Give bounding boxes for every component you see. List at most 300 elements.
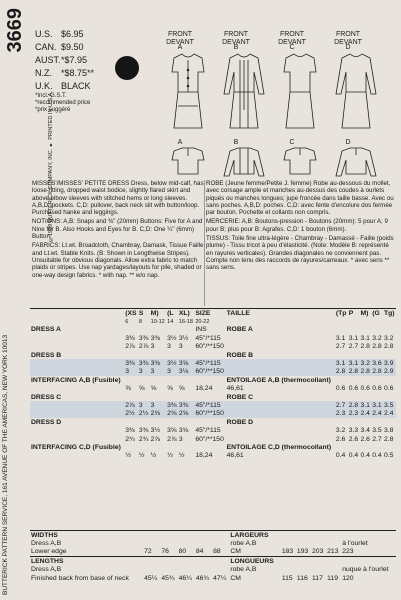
yardage-value: 2⅞: [150, 435, 161, 443]
header-cell: M): [150, 309, 166, 318]
footer-cell: LARGEURS: [229, 531, 280, 540]
footer-cell: LONGUEURS: [229, 557, 280, 566]
yardage-value: [166, 376, 178, 384]
yardage-value: [150, 393, 166, 401]
footer-cell: [326, 531, 341, 540]
footer-cell: [178, 557, 195, 566]
yardage-value: 3⅝: [178, 427, 189, 435]
price-note: *prix suggéré: [35, 107, 71, 113]
yardage-value: 3½: [167, 360, 177, 368]
front-view-letter: D: [345, 44, 351, 51]
yardage-value: 2⅞: [125, 343, 135, 351]
footer-cell: [326, 539, 341, 547]
yardage-row: [30, 452, 396, 460]
metric-value: 0.5: [383, 452, 394, 460]
footer-cell: 183: [281, 548, 294, 556]
back-views: [160, 146, 395, 180]
footer-cell: [212, 557, 229, 566]
footer-cell: [195, 557, 212, 566]
yardage-value: 3⅜: [167, 401, 177, 409]
metric-value: 0.4: [372, 452, 382, 460]
metric-value: 0.4: [348, 452, 359, 460]
metric-value: 3.6: [372, 360, 382, 368]
row-unit: 45"/*115: [195, 360, 221, 368]
footer-cell: 47¼: [213, 574, 227, 582]
front-label-line: DEVANT: [278, 39, 306, 46]
price-country: AUST.: [35, 55, 61, 65]
metric-value: 2.7: [372, 435, 382, 443]
front-label-line: FRONT: [279, 31, 305, 38]
row-label-fr: 46,61: [226, 452, 244, 460]
header-cell: (G: [371, 309, 383, 318]
footer-cell: [281, 531, 296, 540]
row-label-fr: [226, 410, 335, 418]
metric-value: 0.6: [335, 385, 346, 393]
yardage-value: 3½: [178, 334, 189, 342]
front-label-line: FRONT: [223, 31, 249, 38]
front-label-line: FRONT: [167, 31, 193, 38]
yardage-value: [138, 418, 150, 426]
yardage-value: 3⅝: [167, 427, 177, 435]
front-label-line: DEVANT: [166, 39, 194, 46]
footer-cell: [143, 539, 160, 547]
row-unit: [194, 376, 225, 384]
size-header-row: [30, 309, 396, 318]
footer-cell: [195, 531, 212, 540]
metric-value: 0.4: [335, 452, 346, 460]
front-label-line: FRONT: [335, 31, 361, 38]
footer-cell: 88: [213, 548, 221, 556]
yardage-value: [124, 443, 138, 451]
footer-cell: 45¾: [161, 574, 175, 582]
yardage-value: [178, 376, 194, 384]
footer-cell: [143, 566, 160, 574]
yardage-value: 3: [138, 401, 143, 409]
metric-value: 3.9: [383, 360, 394, 368]
yardage-value: 3⅜: [178, 401, 189, 409]
yardage-row: [30, 368, 396, 376]
yardage-value: 3: [178, 435, 183, 443]
yardage-value: [138, 393, 150, 401]
row-unit: 60"/**150: [195, 368, 224, 376]
header-cell: [30, 309, 124, 318]
yardage-value: ½: [138, 452, 145, 460]
yardage-value: ½: [150, 452, 157, 460]
back-view-letter: C: [289, 139, 295, 146]
metric-value: [348, 376, 360, 384]
price-value: $9.50: [61, 42, 84, 52]
yardage-value: ⅝: [138, 385, 145, 393]
header-cell: SIZE: [194, 309, 225, 318]
price-value: $6.95: [61, 29, 84, 39]
yardage-value: [178, 351, 194, 359]
yardage-value: [124, 418, 138, 426]
yardage-value: [138, 376, 150, 384]
metric-value: [348, 326, 360, 334]
row-label-fr: ENTOILAGE A,B (thermocollant): [226, 376, 331, 384]
sub-cell: 14: [167, 318, 174, 325]
yardage-value: [138, 351, 150, 359]
yardage-row: [30, 385, 396, 393]
metric-value: [383, 351, 396, 359]
yardage-value: [178, 326, 194, 334]
metric-value: 3.1: [360, 334, 370, 342]
pattern-number: 3669: [4, 8, 26, 53]
footer-cell: 46¾: [195, 574, 210, 582]
metric-value: [371, 376, 383, 384]
metric-value: [371, 443, 383, 451]
row-label-fr: ROBE A: [226, 326, 253, 334]
footer-cell: [160, 557, 177, 566]
row-label: [30, 385, 124, 393]
metric-value: 3.1: [348, 334, 359, 342]
yardage-row: [30, 435, 396, 443]
footer-row: [30, 531, 396, 540]
metric-value: [383, 418, 396, 426]
yardage-value: [150, 376, 166, 384]
metric-value: 2.8: [383, 343, 394, 351]
row-label: [30, 359, 124, 367]
footer-cell: [341, 557, 396, 566]
row-unit: 45"/*115: [195, 401, 221, 409]
row-unit: INS: [195, 326, 207, 334]
footer-cell: robe A,B: [230, 540, 257, 548]
yardage-value: 3⅝: [178, 360, 189, 368]
metric-value: 0.4: [360, 452, 370, 460]
footer-cell: [326, 557, 341, 566]
metric-value: [383, 326, 396, 334]
metric-value: 2.8: [372, 343, 382, 351]
row-label-fr: ROBE B: [226, 351, 254, 359]
sub-cell: 16-18: [178, 318, 193, 325]
yardage-value: [178, 443, 194, 451]
price-value: *$7.95: [61, 55, 88, 65]
back-view-letter: D: [345, 139, 351, 146]
header-cell: S: [138, 309, 150, 318]
row-label-fr: [226, 359, 335, 367]
metric-value: 3.5: [372, 427, 382, 435]
metric-value: [348, 351, 360, 359]
metric-value: [348, 418, 360, 426]
header-cell: P: [348, 309, 360, 318]
yardage-value: 3: [167, 368, 171, 376]
row-label: [30, 368, 124, 376]
metric-value: 0.6: [372, 385, 382, 393]
yardage-row: [30, 334, 396, 342]
footer-cell: [212, 539, 229, 547]
metric-value: [360, 443, 372, 451]
yardage-row: [30, 393, 396, 401]
metric-value: 2.6: [335, 435, 346, 443]
footer-cell: [296, 557, 311, 566]
metric-value: [383, 376, 396, 384]
metric-value: 2.8: [372, 368, 382, 376]
footer-cell: [311, 557, 326, 566]
metric-value: 2.8: [335, 368, 346, 376]
footer-cell: [195, 539, 212, 547]
metric-value: 3.3: [348, 427, 359, 435]
yardage-value: 3½: [150, 427, 161, 435]
yardage-row: [30, 443, 396, 451]
header-cell: M): [360, 309, 372, 318]
metric-value: [383, 393, 396, 401]
metric-value: 3.1: [335, 360, 346, 368]
yardage-value: 2⅞: [125, 401, 135, 409]
metric-value: 2.8: [383, 435, 394, 443]
yardage-value: 3⅜: [150, 360, 161, 368]
metric-value: [335, 351, 348, 359]
front-label-line: DEVANT: [222, 39, 250, 46]
footer-cell: 84: [195, 548, 204, 556]
price-row: [35, 67, 94, 80]
yardage-value: 3: [150, 368, 155, 376]
metric-value: 2.7: [335, 401, 346, 409]
row-unit: 60"/**150: [195, 410, 224, 418]
row-label: [30, 410, 124, 418]
metric-value: 3.8: [383, 427, 394, 435]
yardage-value: [150, 418, 166, 426]
metric-value: 2.7: [335, 343, 346, 351]
yardage-value: [178, 393, 194, 401]
footer-cell: [281, 566, 296, 574]
yardage-value: ⅝: [125, 385, 131, 393]
metric-value: 0.6: [383, 385, 394, 393]
footer-cell: [160, 531, 177, 540]
yardage-chart: [30, 308, 396, 460]
metric-value: [360, 418, 372, 426]
yardage-row: [30, 426, 396, 434]
metric-value: [371, 393, 383, 401]
yardage-value: [124, 351, 138, 359]
yardage-value: 3⅜: [138, 360, 149, 368]
footer-cell: [178, 531, 195, 540]
description-paragraph: ROBE (Jeune femme/Petite J. femme) Robe au-dessous du mollet, avec corsage ample et manches au-dessus des coudes à ourlets piqués ou manches longues; jupe froncée dans taille basse. Avec ou sans poches. A,B,D: poches. C,D: avec fente d'encolure dos fermée par bouton. Pochette et collants non compris.: [206, 180, 394, 217]
price-list: [35, 28, 94, 114]
footer-cell: 119: [327, 574, 338, 582]
yardage-value: 2¾: [138, 435, 149, 443]
footer-cell: [195, 566, 212, 574]
footer-cell: à l'ourlet: [342, 540, 368, 548]
row-label: [30, 426, 124, 434]
yardage-value: 3: [167, 343, 171, 351]
metric-value: 2.8: [360, 368, 370, 376]
yardage-value: 2⅝: [167, 410, 177, 418]
yardage-value: [124, 326, 138, 334]
yardage-value: ⅝: [178, 385, 185, 393]
metric-value: 3.2: [383, 334, 394, 342]
footer-row: [30, 548, 396, 557]
price-note: *Incl. G.S.T.: [35, 93, 67, 99]
footer-row: [30, 574, 396, 582]
yardage-value: [124, 376, 138, 384]
description-paragraph: NOTIONS: A,B: Snaps and ⅜" (20mm) Buttons: Five for A and Nine for B. Also Hooks and Eyes for B. C,D: One ¼" (6mm) Button.: [32, 218, 203, 241]
row-label-fr: [226, 435, 335, 443]
price-country: N.Z.: [35, 68, 52, 78]
row-label-fr: 46,61: [226, 385, 244, 393]
row-unit: [194, 351, 225, 359]
yardage-value: 2½: [138, 410, 149, 418]
footer-cell: robe A,B: [230, 566, 257, 574]
footer-row: [30, 539, 396, 547]
row-label: [30, 334, 124, 342]
footer-cell: [311, 531, 326, 540]
row-label: [30, 343, 124, 351]
yardage-value: 3⅜: [125, 334, 135, 342]
metric-value: 0.6: [360, 385, 370, 393]
price-row: [35, 54, 94, 67]
footer-cell: [296, 539, 311, 547]
row-label: [30, 401, 124, 409]
metric-value: 2.3: [335, 410, 346, 418]
yardage-value: [124, 393, 138, 401]
header-cell: Tg): [383, 309, 395, 317]
sub-cell: [30, 317, 124, 325]
yardage-value: 3⅜: [138, 334, 149, 342]
footer-cell: Dress A,B: [31, 540, 62, 548]
yardage-value: ⅝: [150, 385, 157, 393]
footer-cell: 120: [342, 574, 354, 582]
yardage-row: [30, 410, 396, 418]
row-unit: 18,24: [195, 452, 213, 460]
footer-cell: [281, 539, 296, 547]
footer-cell: [212, 566, 229, 574]
footer-cell: [296, 531, 311, 540]
row-label-fr: [226, 426, 335, 434]
footer-cell: [296, 566, 311, 574]
row-label-fr: ROBE D: [226, 418, 254, 426]
row-label: [30, 435, 124, 443]
row-unit: [194, 393, 225, 401]
yardage-row: [30, 418, 396, 426]
metric-value: [360, 326, 372, 334]
yardage-row: [30, 326, 396, 334]
yardage-value: 2½: [125, 410, 135, 418]
footer-cell: Lower edge: [31, 548, 67, 556]
metric-value: 3.1: [360, 401, 370, 409]
footer-cell: Dress A,B: [31, 566, 62, 574]
price-country: U.S.: [35, 29, 53, 39]
row-label-fr: [226, 343, 335, 351]
sub-cell: 6: [125, 318, 129, 325]
yardage-row: [30, 359, 396, 367]
metric-value: 2.8: [348, 368, 359, 376]
footer-cell: 80: [178, 548, 187, 556]
yardage-value: 3⅜: [150, 334, 161, 342]
metric-value: 2.4: [372, 410, 382, 418]
footer-cell: [212, 531, 229, 540]
metric-value: 3.4: [360, 427, 370, 435]
header-cell: (L: [166, 309, 178, 318]
footer-cell: 203: [312, 548, 324, 556]
footer-cell: WIDTHS: [30, 531, 143, 540]
price-country: U.K.: [35, 81, 53, 91]
row-unit: 45"/*115: [195, 334, 221, 342]
metric-value: [335, 393, 348, 401]
yardage-value: [150, 326, 166, 334]
footer-cell: [143, 557, 160, 566]
row-unit: 45"/*115: [195, 427, 221, 435]
footer-cell: [143, 531, 160, 540]
footer-cell: [160, 539, 177, 547]
row-unit: [194, 443, 225, 451]
metric-value: [371, 418, 383, 426]
description-english: [32, 180, 204, 281]
header-cell: (XS: [125, 309, 137, 317]
footer-cell: [311, 566, 326, 574]
column-divider: [204, 180, 205, 306]
row-label: INTERFACING C,D (Fusible): [31, 443, 121, 451]
metric-value: 2.3: [348, 410, 359, 418]
metric-value: 3.5: [383, 401, 394, 409]
yardage-value: 2⅝: [178, 410, 189, 418]
metric-value: [360, 393, 372, 401]
row-label: DRESS A: [31, 326, 61, 334]
metric-value: 2.7: [348, 343, 359, 351]
row-label: DRESS C: [31, 393, 62, 401]
row-unit: 60"/**150: [195, 343, 224, 351]
yardage-row: [30, 351, 396, 359]
yardage-value: [138, 443, 150, 451]
yardage-value: [166, 418, 178, 426]
yardage-value: 3: [138, 368, 143, 376]
metric-value: 3.2: [372, 334, 382, 342]
copyright-notice: ©1989 BUTTERICK COMPANY, INC. ♦ PRINTED IN U.S.A.: [48, 91, 54, 242]
yardage-value: [166, 443, 178, 451]
price-row: [35, 41, 94, 54]
metric-value: 3.1: [372, 401, 382, 409]
yardage-value: [150, 351, 166, 359]
yardage-value: 3⅛: [178, 368, 189, 376]
description-paragraph: MERCERIE: A,B: Boutons-pression - Boutons (20mm): 5 pour A; 9 pour B; plus pour B: Agrafes. C,D: 1 bouton (6mm).: [206, 218, 388, 233]
metric-value: 2.4: [360, 410, 370, 418]
row-label-fr: [226, 334, 335, 342]
footer-cell: 223: [342, 548, 354, 556]
metric-value: 2.6: [360, 435, 370, 443]
yardage-value: 3: [125, 368, 130, 376]
row-unit: [194, 418, 225, 426]
measurements-footer: [30, 530, 396, 582]
yardage-value: 3½: [167, 334, 177, 342]
footer-cell: 116: [296, 574, 308, 582]
size-sub-row: [30, 317, 396, 325]
footer-cell: 117: [312, 574, 323, 582]
description-paragraph: TISSUS: Toile fine ultra-légère - Chambray - Damassé - Faille (poids plume) - Tissu tricot à peu d'élasticité. (Note: Modèle B: représenté en rayures verticales). Grandes diagonales ne conviennent pas. Compte non tenu des raccords de rayures/carreaux. * avec sens ** sans sens.: [206, 235, 394, 272]
front-view-letter: B: [233, 44, 239, 51]
yardage-value: ½: [125, 452, 131, 460]
footer-cell: CM: [230, 574, 241, 582]
back-view-letter: A: [177, 139, 183, 146]
footer-cell: CM: [230, 548, 241, 556]
metric-value: [348, 393, 360, 401]
footer-cell: [326, 566, 341, 574]
metric-value: 3.1: [335, 334, 346, 342]
yardage-value: ½: [178, 452, 185, 460]
metric-value: 3.1: [348, 360, 359, 368]
row-label: INTERFACING A,B (Fusible): [31, 376, 121, 384]
footer-cell: [178, 566, 195, 574]
row-label-fr: [226, 401, 335, 409]
header-cell: (Tp: [335, 309, 347, 317]
header-cell: TAILLE: [226, 309, 335, 318]
footer-cell: 193: [296, 548, 309, 556]
footer-cell: [160, 566, 177, 574]
metric-value: 3.2: [360, 360, 370, 368]
yardage-value: [166, 326, 178, 334]
front-label-line: DEVANT: [334, 39, 362, 46]
footer-cell: 46¼: [178, 574, 192, 582]
footer-cell: LENGTHS: [30, 557, 143, 566]
footer-row: [30, 557, 396, 566]
